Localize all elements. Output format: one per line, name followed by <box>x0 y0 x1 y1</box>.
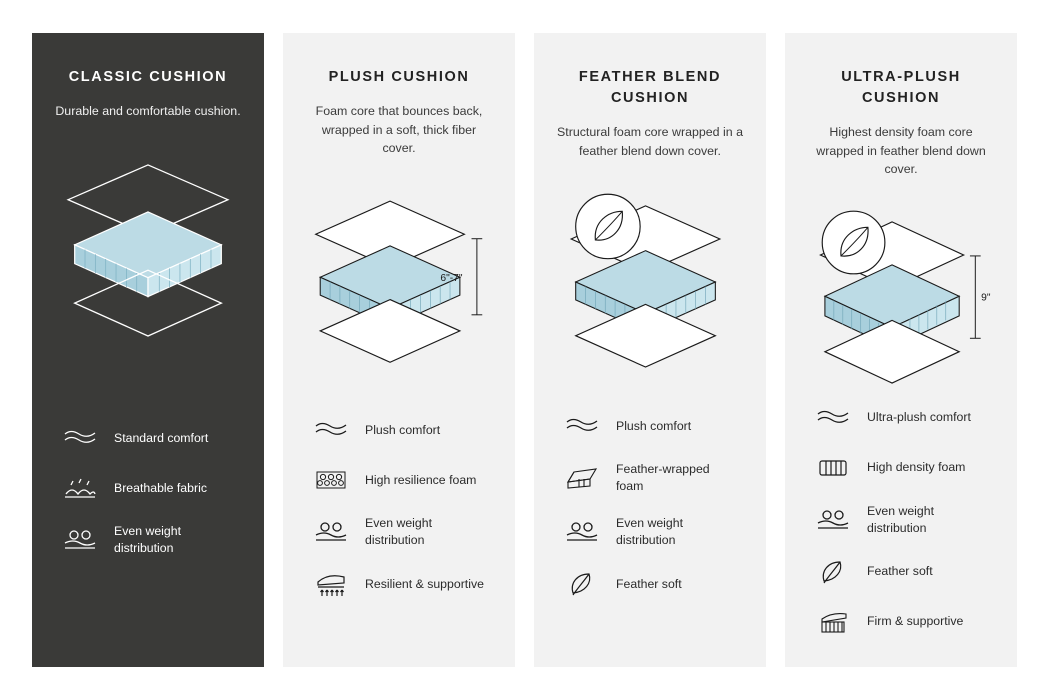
foam-core-layer <box>75 212 222 297</box>
resilient-support-icon <box>311 569 351 599</box>
card-title: CLASSIC CUSHION <box>68 69 228 85</box>
even-weight-icon <box>311 517 351 547</box>
wave-comfort-icon <box>311 415 351 445</box>
feature-label: Ultra-plush comfort <box>867 410 971 425</box>
cushion-exploded-diagram <box>305 172 493 387</box>
even-weight-icon <box>562 517 602 547</box>
feature-label: Breathable fabric <box>114 480 207 495</box>
feature-list <box>807 403 995 641</box>
base-layer <box>825 320 959 383</box>
leaf-icon <box>813 557 853 587</box>
feature-item <box>813 607 995 637</box>
even-weight-icon <box>60 525 100 555</box>
height-label: 9" <box>981 292 991 304</box>
feature-item <box>813 403 995 433</box>
feature-item <box>813 453 995 483</box>
feature-list <box>556 411 744 603</box>
card-ultra-plush-cushion <box>785 33 1017 667</box>
wave-comfort-icon <box>60 423 100 453</box>
high-density-foam-icon <box>813 453 853 483</box>
feature-label: Even weight distribution <box>114 524 181 556</box>
card-title: FEATHER BLEND CUSHION <box>578 69 722 107</box>
feature-label: High resilience foam <box>365 472 477 487</box>
card-classic-cushion <box>32 33 264 667</box>
feature-label: Feather soft <box>867 564 933 579</box>
card-plush-cushion <box>283 33 515 667</box>
feature-item <box>311 465 493 495</box>
firm-support-icon <box>813 607 853 637</box>
card-title: ULTRA-PLUSH CUSHION <box>841 69 961 107</box>
feature-label: Even weight distribution <box>867 503 934 535</box>
feather-wrapped-foam-icon <box>562 463 602 493</box>
feature-list <box>305 415 493 603</box>
base-layer <box>576 304 716 367</box>
cushion-exploded-diagram <box>807 193 995 403</box>
feature-label: Plush comfort <box>365 422 441 437</box>
wave-comfort-icon <box>562 411 602 441</box>
wave-comfort-icon <box>813 403 853 433</box>
card-title: PLUSH CUSHION <box>328 69 470 85</box>
feature-item <box>311 515 493 549</box>
card-description: Foam core that bounces back, wrapped in a soft, thick fiber cover. <box>315 104 483 156</box>
height-label: 6"-7" <box>440 273 463 285</box>
feature-label: Feather soft <box>616 576 682 591</box>
feature-item <box>562 515 744 549</box>
feature-label: Standard comfort <box>114 430 209 445</box>
cushion-exploded-diagram <box>54 135 242 350</box>
feature-item <box>813 503 995 537</box>
card-feather-blend-cushion <box>534 33 766 667</box>
cushion-exploded-diagram <box>556 174 744 389</box>
card-description: Structural foam core wrapped in a feather blend down cover. <box>557 125 743 158</box>
feature-label: Even weight distribution <box>616 516 683 548</box>
card-description: Durable and comfortable cushion. <box>55 104 241 119</box>
feature-label: Feather-wrapped foam <box>616 462 710 494</box>
even-weight-icon <box>813 505 853 535</box>
honeycomb-foam-icon <box>311 465 351 495</box>
feature-item <box>60 473 242 503</box>
feature-item <box>60 523 242 557</box>
feature-label: Firm & supportive <box>867 614 964 629</box>
leaf-icon <box>562 569 602 599</box>
height-dimension <box>970 256 981 338</box>
feature-label: High density foam <box>867 460 966 475</box>
feature-item <box>562 411 744 441</box>
card-description: Highest density foam core wrapped in feather blend down cover. <box>816 125 986 177</box>
feature-list <box>54 423 242 561</box>
feature-item <box>311 415 493 445</box>
base-layer <box>320 300 460 363</box>
leaf-badge-icon <box>576 194 640 258</box>
feature-label: Resilient & supportive <box>365 576 484 591</box>
feature-item <box>813 557 995 587</box>
feature-item <box>562 569 744 599</box>
feature-item <box>311 569 493 599</box>
feature-item <box>60 423 242 453</box>
feature-label: Even weight distribution <box>365 516 432 548</box>
feature-label: Plush comfort <box>616 418 692 433</box>
leaf-badge-icon <box>822 211 885 274</box>
feature-item <box>562 461 744 495</box>
breathable-fabric-icon <box>60 473 100 503</box>
height-dimension <box>472 239 483 315</box>
